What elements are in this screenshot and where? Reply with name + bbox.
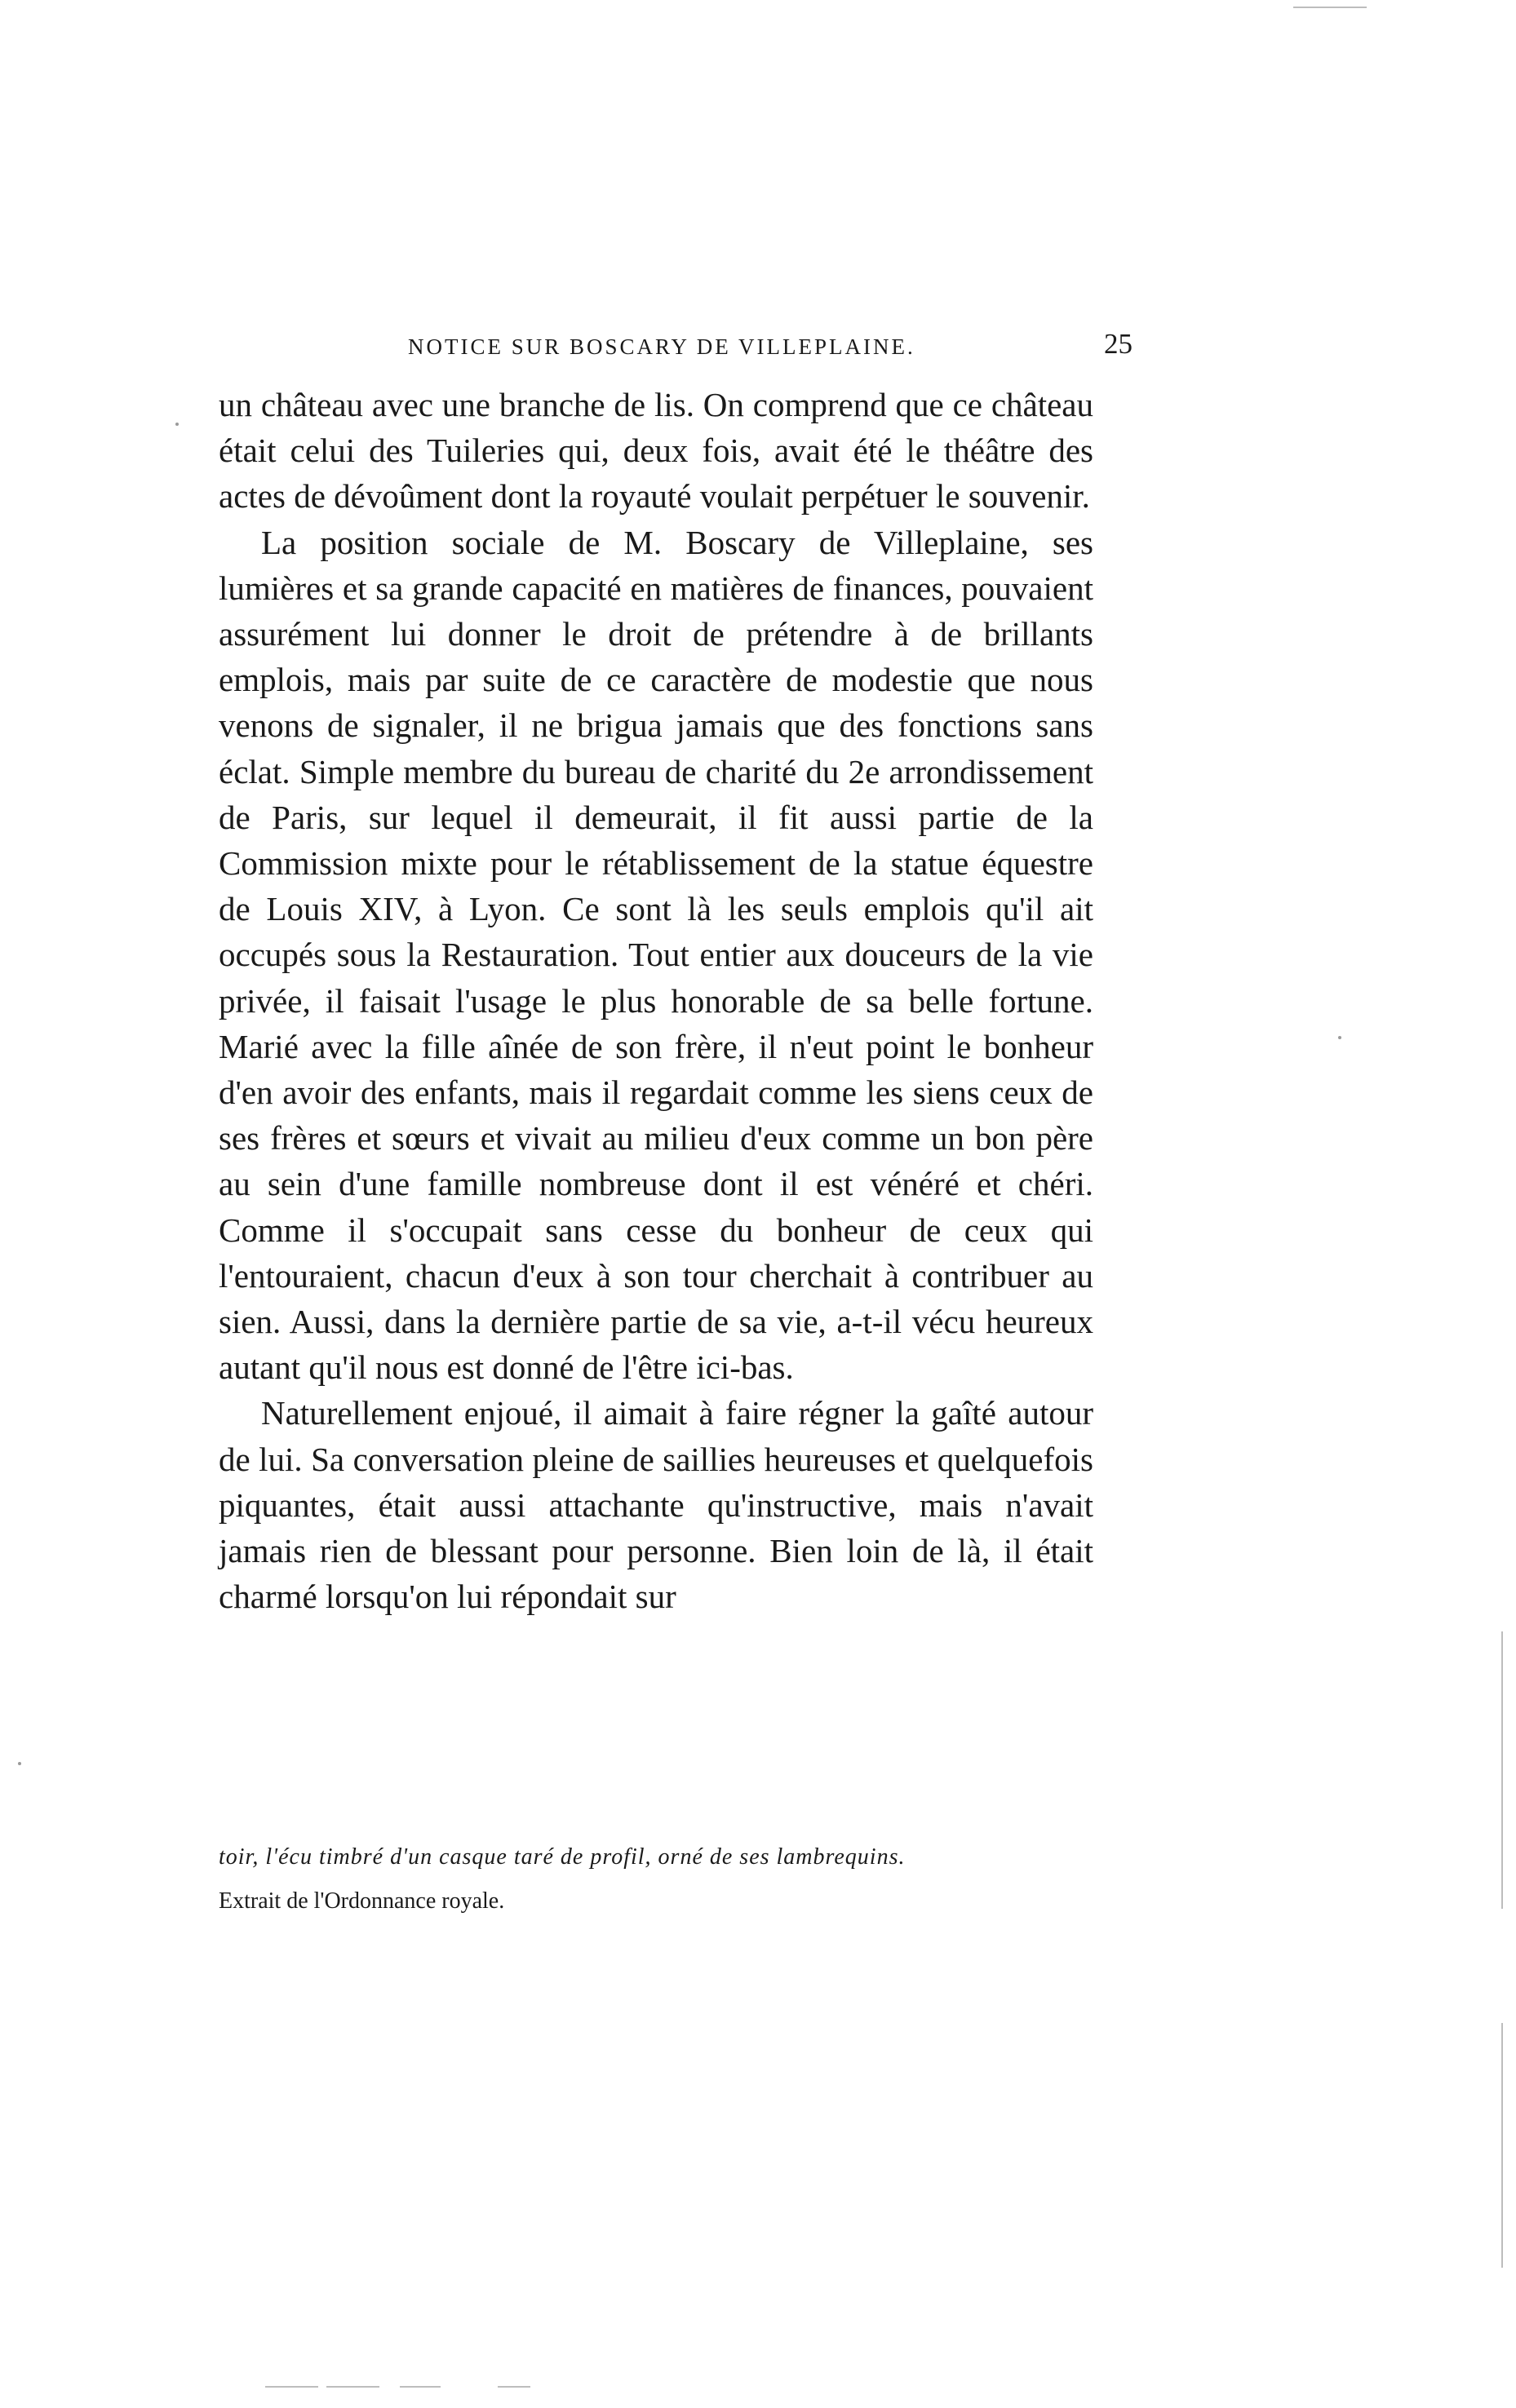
page-number: 25 <box>1104 328 1133 360</box>
scan-dash-bottom-4 <box>498 2386 530 2388</box>
paragraph-2: La position sociale de M. Boscary de Villeplaine, ses lumières et sa grande capacité en matières de finances, pouvaient assurément lui donner le droit de prétendre à de brillants emplois, mais par suite de ce caractère de modestie que nous venons de signaler, il ne brigua jamais que des fonctions sans éclat. Simple membre du bureau de charité du 2e arrondissement de Paris, sur lequel il demeurait, il fit aussi partie de la Commission mixte pour le rétablissement de la statue équestre de Louis XIV, à Lyon. Ce sont là les seuls emplois qu'il ait occupés sous la Restauration. Tout entier aux douceurs de la vie privée, il faisait l'usage le plus honorable de sa belle fortune. Marié avec la fille aînée de son frère, il n'eut point le bonheur d'en avoir des enfants, mais il regardait comme les siens ceux de ses frères et sœurs et vivait au milieu d'eux comme un bon père au sein d'une famille nombreuse dont il est vénéré et chéri. Comme il s'occupait sans cesse du bonheur de ceux qui l'entouraient, chacun d'eux à son tour cherchait à contribuer au sien. Aussi, dans la dernière partie de sa vie, a-t-il vécu heureux autant qu'il nous est donné de l'être ici-bas. <box>219 523 1093 1387</box>
scan-speck-1 <box>1338 1036 1341 1039</box>
footnote-line-1: toir, l'écu timbré d'un casque taré de profil, orné de ses lambrequins. <box>219 1844 906 1870</box>
running-head <box>219 328 1133 369</box>
body-text <box>219 382 1093 1619</box>
scan-speck-2 <box>175 423 179 426</box>
footnote <box>219 1835 1097 1923</box>
scan-dash-top <box>1293 7 1367 8</box>
scan-speck-3 <box>18 1762 21 1765</box>
scan-dash-bottom-3 <box>400 2386 441 2388</box>
paragraph-1: un château avec une branche de lis. On comprend que ce château était celui des Tuileries qui, deux fois, avait été le théâtre des actes de dévoûment dont la royauté voulait perpétuer le souvenir. <box>219 386 1093 516</box>
scan-dash-bottom-1 <box>265 2386 318 2388</box>
running-title: NOTICE SUR BOSCARY DE VILLEPLAINE. <box>408 334 915 359</box>
scan-streak-right-lower <box>1501 2023 1503 2268</box>
paragraph-3: Naturellement enjoué, il aimait à faire régner la gaîté autour de lui. Sa conversation pleine de saillies heureuses et quelquefois piquantes, était aussi attachante qu'instructive, mais n'avait jamais rien de blessant pour personne. Bien loin de là, il était charmé lorsqu'on lui répondait sur <box>219 1394 1093 1616</box>
scan-streak-right <box>1501 1631 1503 1909</box>
footnote-line-2: Extrait de l'Ordonnance royale. <box>219 1888 505 1914</box>
scan-dash-bottom-2 <box>326 2386 379 2388</box>
